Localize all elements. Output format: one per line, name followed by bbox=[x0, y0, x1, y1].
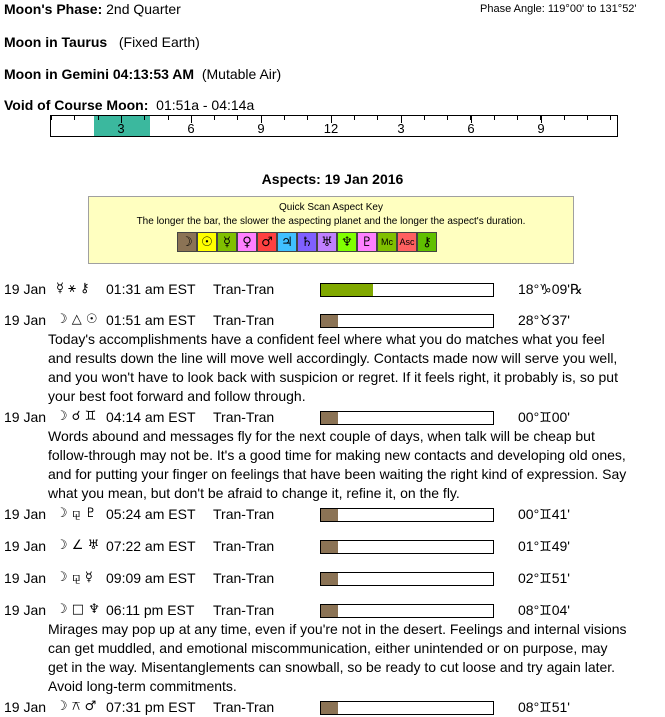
mc-glyph: Mc bbox=[377, 232, 397, 252]
timeline-minor-tick bbox=[191, 116, 192, 120]
timeline-tick-label: 12 bbox=[323, 121, 339, 136]
aspect-position: 18°♑09'℞ bbox=[518, 281, 583, 297]
aspect-position: 00°♊41' bbox=[518, 506, 570, 522]
aspect-position: 01°♊49' bbox=[518, 538, 570, 554]
aspect-type: Tran-Tran bbox=[213, 281, 275, 297]
aspect-date: 19 Jan bbox=[4, 312, 47, 328]
timeline-minor-tick bbox=[564, 116, 565, 120]
timeline-minor-tick bbox=[168, 116, 169, 120]
aspect-row bbox=[4, 699, 654, 717]
moon-gemini-label: Moon in Gemini 04:13:53 AM bbox=[4, 66, 195, 82]
uranus-glyph: ♅ bbox=[317, 232, 337, 252]
aspect-type: Tran-Tran bbox=[213, 312, 275, 328]
venus-glyph: ♀ bbox=[237, 232, 257, 252]
aspect-position: 02°♊51' bbox=[518, 570, 570, 586]
aspect-date: 19 Jan bbox=[4, 602, 47, 618]
aspect-type: Tran-Tran bbox=[213, 602, 275, 618]
aspect-time: 07:31 pm EST bbox=[106, 699, 196, 715]
aspect-duration-bar bbox=[320, 540, 494, 554]
aspect-row bbox=[4, 409, 654, 427]
aspects-title: Aspects: 19 Jan 2016 bbox=[261, 171, 404, 187]
aspect-date: 19 Jan bbox=[4, 570, 47, 586]
aspect-key-title: Quick Scan Aspect Key bbox=[279, 202, 383, 213]
timeline-tick-label: 6 bbox=[467, 121, 475, 136]
mercury-glyph: ☿ bbox=[217, 232, 237, 252]
aspect-duration-fill bbox=[321, 605, 338, 617]
aspect-date: 19 Jan bbox=[4, 506, 47, 522]
aspect-row bbox=[4, 602, 654, 620]
void-of-course-value: 01:51a - 04:14a bbox=[156, 97, 255, 113]
aspect-duration-fill bbox=[321, 702, 338, 714]
timeline-minor-tick bbox=[470, 116, 471, 120]
aspect-position: 00°♊00' bbox=[518, 409, 570, 425]
aspect-time: 07:22 am EST bbox=[106, 538, 196, 554]
timeline-tick-label: 9 bbox=[257, 121, 265, 136]
timeline-minor-tick bbox=[354, 116, 355, 120]
moon-phase-line bbox=[4, 1, 181, 17]
planet-glyph-row bbox=[177, 232, 437, 252]
timeline-minor-tick bbox=[540, 116, 541, 120]
timeline-minor-tick bbox=[307, 116, 308, 120]
timeline-minor-tick bbox=[610, 116, 611, 120]
timeline-minor-tick bbox=[494, 116, 495, 120]
aspect-row bbox=[4, 506, 654, 524]
aspect-date: 19 Jan bbox=[4, 699, 47, 715]
timeline-minor-tick bbox=[401, 116, 402, 120]
aspect-row bbox=[4, 570, 654, 588]
aspect-type: Tran-Tran bbox=[213, 570, 275, 586]
timeline-minor-tick bbox=[587, 116, 588, 120]
moon-gemini-value: (Mutable Air) bbox=[201, 66, 282, 82]
moon-taurus-label: Moon in Taurus bbox=[4, 34, 108, 50]
aspect-key bbox=[88, 196, 574, 264]
aspect-row bbox=[4, 281, 654, 299]
aspect-symbols: ☽ ⚻ ♂ bbox=[56, 699, 97, 714]
timeline-minor-tick bbox=[237, 116, 238, 120]
aspect-duration-bar bbox=[320, 411, 494, 425]
moon-glyph: ☽ bbox=[177, 232, 197, 252]
aspect-description: Words abound and messages fly for the next couple of days, when talk will be cheap but follow-through may not be. It's a good time for making new contacts and developing old ones, and for putting your finger on feelings that have been waiting the right kind of expression. Say what you mean, but don't be afraid to change it, refine it, on the fly. bbox=[48, 428, 627, 501]
asc-glyph: Asc bbox=[397, 232, 417, 252]
aspect-time: 05:24 am EST bbox=[106, 506, 196, 522]
aspect-duration-bar bbox=[320, 701, 494, 715]
aspect-date: 19 Jan bbox=[4, 281, 47, 297]
aspect-duration-bar bbox=[320, 604, 494, 618]
timeline-tick-label: 6 bbox=[187, 121, 195, 136]
aspect-description: Mirages may pop up at any time, even if you're not in the desert. Feelings and internal visions can get muddled, and emotional miscommunication, either unintended or on purpose, may get in the way. Misentanglements can snowball, so be ready to cut loose and try again later. Avoid long-term commitments. bbox=[48, 621, 627, 694]
aspect-duration-bar bbox=[320, 283, 494, 297]
timeline-minor-tick bbox=[98, 116, 99, 120]
moon-taurus-line bbox=[4, 34, 200, 50]
aspect-type: Tran-Tran bbox=[213, 538, 275, 554]
aspect-symbols: ☽ □ ♆ bbox=[56, 602, 100, 617]
aspect-duration-bar bbox=[320, 314, 494, 328]
timeline-tick-label: 3 bbox=[117, 121, 125, 136]
aspect-duration-fill bbox=[321, 315, 338, 327]
timeline-minor-tick bbox=[51, 116, 52, 120]
aspect-type: Tran-Tran bbox=[213, 699, 275, 715]
aspect-duration-fill bbox=[321, 284, 373, 296]
aspect-date: 19 Jan bbox=[4, 538, 47, 554]
timeline-minor-tick bbox=[377, 116, 378, 120]
aspect-type: Tran-Tran bbox=[213, 506, 275, 522]
aspect-duration-fill bbox=[321, 541, 338, 553]
aspect-symbols: ☿ ⚹ ⚷ bbox=[56, 281, 90, 296]
aspect-time: 01:31 am EST bbox=[106, 281, 196, 297]
aspect-position: 08°♊04' bbox=[518, 602, 570, 618]
aspect-symbols: ☽ ∠ ♅ bbox=[56, 538, 100, 553]
chiron-glyph: ⚷ bbox=[417, 232, 437, 252]
neptune-glyph: ♆ bbox=[337, 232, 357, 252]
aspect-date: 19 Jan bbox=[4, 409, 47, 425]
phase-angle: Phase Angle: 119°00' to 131°52' bbox=[480, 3, 637, 15]
timeline-minor-tick bbox=[144, 116, 145, 120]
timeline-tick-label: 3 bbox=[397, 121, 405, 136]
aspect-duration-fill bbox=[321, 509, 338, 521]
aspect-symbols: ☽ ☌ ♊ bbox=[56, 409, 97, 424]
moon-phase-label: Moon's Phase: bbox=[4, 1, 103, 17]
aspect-time: 09:09 am EST bbox=[106, 570, 196, 586]
aspect-duration-fill bbox=[321, 412, 338, 424]
aspect-time: 06:11 pm EST bbox=[106, 602, 195, 618]
timeline-minor-tick bbox=[74, 116, 75, 120]
void-of-course-line bbox=[4, 97, 254, 113]
aspect-position: 08°♊51' bbox=[518, 699, 570, 715]
aspect-position: 28°♉37' bbox=[518, 312, 570, 328]
pluto-glyph: ♇ bbox=[357, 232, 377, 252]
aspect-duration-fill bbox=[321, 573, 338, 585]
timeline-minor-tick bbox=[121, 116, 122, 120]
aspect-symbols: ☽ △ ☉ bbox=[56, 312, 98, 327]
timeline-minor-tick bbox=[517, 116, 518, 120]
aspect-row bbox=[4, 312, 654, 330]
aspect-symbols: ☽ ⚼ ♇ bbox=[56, 506, 97, 521]
timeline-minor-tick bbox=[447, 116, 448, 120]
timeline-minor-tick bbox=[284, 116, 285, 120]
aspect-time: 04:14 am EST bbox=[106, 409, 196, 425]
timeline-tick-label: 9 bbox=[537, 121, 545, 136]
timeline-minor-tick bbox=[261, 116, 262, 120]
moon-phase-value: 2nd Quarter bbox=[106, 1, 181, 17]
timeline-minor-tick bbox=[214, 116, 215, 120]
jupiter-glyph: ♃ bbox=[277, 232, 297, 252]
timeline-minor-tick bbox=[331, 116, 332, 120]
aspect-description: Today's accomplishments have a confident feel where what you do matches what you feel and results down the line will move well accordingly. Contacts made now will serve you well, and you won't have to look back with suspicion or regret. If it feels right, it probably is, so put your best foot forward and follow through. bbox=[48, 331, 618, 404]
aspect-key-subtitle: The longer the bar, the slower the aspecting planet and the longer the aspect's duration. bbox=[136, 216, 526, 227]
aspect-duration-bar bbox=[320, 508, 494, 522]
sun-glyph: ☉ bbox=[197, 232, 217, 252]
aspect-duration-bar bbox=[320, 572, 494, 586]
aspect-time: 01:51 am EST bbox=[106, 312, 196, 328]
timeline-minor-tick bbox=[424, 116, 425, 120]
saturn-glyph: ♄ bbox=[297, 232, 317, 252]
mars-glyph: ♂ bbox=[257, 232, 277, 252]
aspect-type: Tran-Tran bbox=[213, 409, 275, 425]
aspect-row bbox=[4, 538, 654, 556]
aspect-symbols: ☽ ⚼ ☿ bbox=[56, 570, 93, 585]
void-of-course-label: Void of Course Moon: bbox=[4, 97, 149, 113]
moon-taurus-value: (Fixed Earth) bbox=[118, 34, 200, 50]
moon-gemini-line bbox=[4, 66, 281, 82]
void-timeline bbox=[50, 115, 618, 137]
